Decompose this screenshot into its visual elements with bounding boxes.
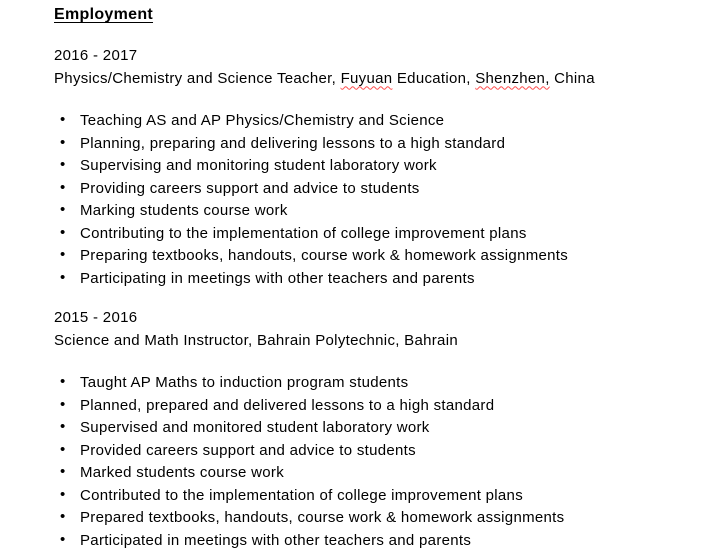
bullet-icon: •: [60, 485, 66, 503]
list-item-text: Taught AP Maths to induction program students: [80, 374, 409, 391]
list-item: [54, 223, 718, 246]
list-item: [54, 485, 718, 508]
list-item: [54, 417, 718, 440]
bullet-icon: •: [60, 201, 66, 218]
list-item-text: Teaching AS and AP Physics/Chemistry and Science: [80, 112, 445, 129]
list-item-text: Supervised and monitored student laboratory work: [80, 419, 430, 436]
list-item: [54, 133, 718, 156]
duty-list: [54, 110, 718, 290]
bullet-icon: •: [60, 246, 66, 263]
bullet-icon: •: [60, 463, 66, 480]
job-title: [54, 330, 718, 353]
misspelled-word: Shenzhen,: [475, 69, 550, 87]
job-title-text: China: [549, 69, 595, 87]
list-item-text: Supervising and monitoring student laboratory work: [80, 157, 437, 174]
job-title-text: Physics/Chemistry and Science Teacher,: [54, 69, 341, 87]
list-item-text: Participated in meetings with other teachers and parents: [80, 531, 472, 549]
job-title-text: Science and Math Instructor, Bahrain Polytechnic, Bahrain: [54, 331, 458, 349]
list-item: [54, 530, 718, 552]
list-item: [54, 440, 718, 463]
list-item-text: Marked students course work: [80, 464, 285, 481]
bullet-icon: •: [60, 395, 66, 413]
bullet-icon: •: [60, 508, 66, 525]
misspelled-word: Fuyuan: [340, 69, 393, 87]
list-item: [54, 462, 718, 485]
list-item: [54, 200, 718, 223]
bullet-icon: •: [60, 373, 66, 390]
employment-dates: 2015 - 2016: [54, 309, 138, 326]
list-item-text: Contributed to the implementation of college improvement plans: [80, 486, 524, 504]
list-item-text: Marking students course work: [80, 202, 288, 219]
list-item: [54, 178, 718, 201]
bullet-icon: •: [60, 418, 66, 435]
list-item-text: Providing careers support and advice to students: [80, 179, 420, 197]
list-item-text: Planned, prepared and delivered lessons to a high standard: [80, 396, 495, 414]
bullet-icon: •: [60, 156, 66, 173]
bullet-icon: •: [60, 223, 66, 241]
list-item-text: Planning, preparing and delivering lessons to a high standard: [80, 134, 506, 152]
list-item: [54, 245, 718, 268]
list-item: [54, 155, 718, 178]
bullet-icon: •: [60, 178, 66, 196]
list-item: [54, 395, 718, 418]
list-item-text: Contributing to the implementation of college improvement plans: [80, 224, 527, 242]
list-item: [54, 110, 718, 133]
section-heading-text: Employment: [54, 6, 154, 23]
list-item-text: Prepared textbooks, handouts, course work & homework assignments: [80, 509, 565, 526]
list-item: [54, 507, 718, 530]
list-item-text: Preparing textbooks, handouts, course work & homework assignments: [80, 247, 569, 264]
bullet-icon: •: [60, 268, 66, 286]
bullet-icon: •: [60, 133, 66, 151]
bullet-icon: •: [60, 530, 66, 548]
list-item: [54, 268, 718, 291]
bullet-icon: •: [60, 440, 66, 458]
list-item: [54, 372, 718, 395]
section-heading: [54, 5, 718, 25]
job-title: [54, 68, 718, 91]
list-item-text: Participating in meetings with other teachers and parents: [80, 269, 475, 287]
duty-list: [54, 372, 718, 552]
job-title-text: Education,: [392, 69, 476, 87]
employment-dates: 2016 - 2017: [54, 47, 138, 64]
list-item-text: Provided careers support and advice to students: [80, 441, 416, 459]
bullet-icon: •: [60, 111, 66, 128]
